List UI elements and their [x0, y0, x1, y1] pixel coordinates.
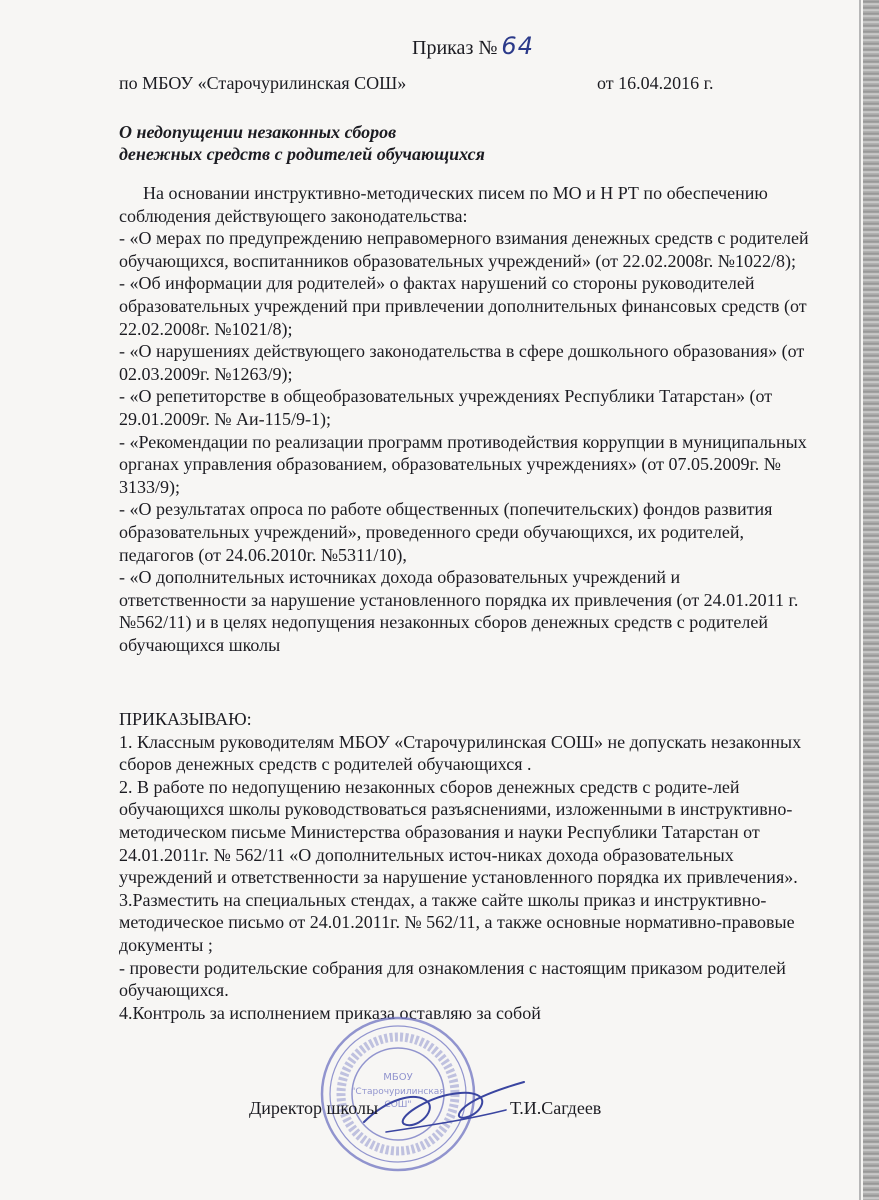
reference-item: - «О результатах опроса по работе общественных (попечительских) фондов развития образовательных учреждений», проведенного среди обучающихся, их родителей, педагогов (от 24.06.2010г. №5311/10), — [119, 499, 773, 565]
reference-item: - «Рекомендации по реализации программ противодействия коррупции в муниципальных органах управления образованием, образовательных учреждениях» (от 07.05.2009г. № 3133/9); — [119, 431, 807, 497]
orders-section — [119, 708, 809, 1024]
reference-item: - «О мерах по предупреждению неправомерного взимания денежных средств с родителей обучающихся, воспитанников образовательных учреждений» (от 22.02.2008г. №1022/8); — [119, 228, 809, 271]
order-item: 3.Разместить на специальных стендах, а также сайте школы приказ и инструктивно-методическое письмо от 24.01.2011г. № 562/11, а также основные нормативно-правовые документы ; — [119, 889, 795, 955]
reference-item: - «Об информации для родителей» о фактах нарушений со стороны руководителей образовательных учреждений при привлечении дополнительных финансовых средств (от 22.02.2008г. №1021/8); — [119, 273, 807, 339]
order-number-handwritten: 64 — [501, 32, 534, 60]
order-date: от 16.04.2016 г. — [597, 73, 714, 93]
order-item: 1. Классным руководителям МБОУ «Старочурилинская СОШ» не допускать незаконных сборов денежных средств с родителей обучающихся . — [119, 731, 802, 775]
order-subject — [119, 121, 485, 165]
scan-edge-line — [859, 0, 861, 1200]
stamp-line-3: СОШ" — [384, 1100, 412, 1110]
organization-name: по МБОУ «Старочурилинская СОШ» — [119, 73, 407, 93]
orders-heading: ПРИКАЗЫВАЮ: — [119, 709, 252, 729]
stamp-line-2: "Старочурилинская — [351, 1087, 445, 1097]
subject-line-2: денежных средств с родителей обучающихся — [119, 144, 485, 164]
subject-line-1: О недопущении незаконных сборов — [119, 122, 397, 142]
scan-edge-shadow — [863, 0, 879, 1200]
order-item: 2. В работе по недопущению незаконных сборов денежных средств с родите-лей обучающихся школы руководствоваться разъяснениями, изложенными в инструктивно-методическом письме Министерства образования и науки Республики Татарстан от 24.01.2011г. № 562/11 «О дополнительных источ-никах дохода образовательных учреждений и ответственности за нарушение установленного порядка их привлечения». — [119, 776, 798, 888]
reference-item: - «О репетиторстве в общеобразовательных учреждениях Республики Татарстан» (от 29.01.2009г. № Аи-115/9-1); — [119, 386, 773, 429]
order-item: 4.Контроль за исполнением приказа оставляю за собой — [119, 1002, 541, 1023]
director-signature — [356, 1060, 536, 1150]
stamp-line-1: МБОУ — [383, 1072, 413, 1083]
signatory-role: Директор школы — [249, 1098, 379, 1118]
preamble-intro: На основании инструктивно-методических писем по МО и Н РТ по обеспечению соблюдения действующего законодательства: — [119, 183, 768, 226]
signatory-name: Т.И.Сагдеев — [510, 1098, 602, 1118]
order-title-prefix: Приказ № — [412, 37, 498, 59]
order-title — [412, 32, 534, 60]
reference-item: - «О нарушениях действующего законодательства в сфере дошкольного образования» (от 02.03.2009г. №1263/9); — [119, 341, 805, 384]
reference-item: - «О дополнительных источниках дохода образовательных учреждений и ответственности за нарушение установленного порядка их привлечения (от 24.01.2011 г. №562/11) и в целях недопущения незаконных сборов денежных средств с родителей обучающихся школы — [119, 567, 799, 655]
preamble — [119, 182, 809, 656]
order-item: - провести родительские собрания для ознакомления с настоящим приказом родителей обучающихся. — [119, 957, 786, 1001]
